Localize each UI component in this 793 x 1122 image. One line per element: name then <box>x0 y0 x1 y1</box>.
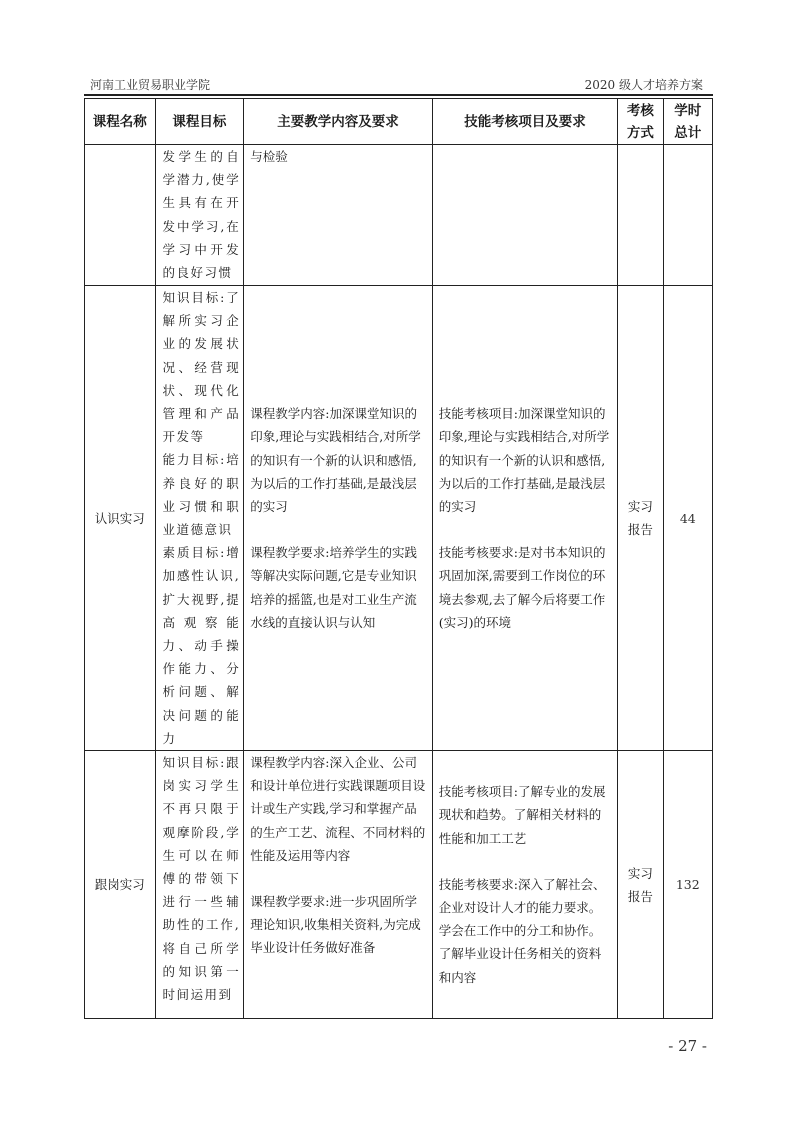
content-paragraph: 课程教学内容:加深课堂知识的印象,理论与实践相结合,对所学的知识有一个新的认识和感悟,为以后的工作打基础,是最浅层的实习 <box>250 406 421 514</box>
assessment-line2: 报告 <box>627 522 653 538</box>
assessment-cell <box>618 751 663 1019</box>
content-paragraph: 课程教学要求:进一步巩固所学理论知识,收集相关资料,为完成毕业设计任务做好准备 <box>250 894 421 956</box>
col-header-course-name: 课程名称 <box>85 99 156 145</box>
table-header-row <box>85 99 713 145</box>
col-header-hours-line2: 总计 <box>674 124 702 141</box>
col-header-course-goal: 课程目标 <box>155 99 244 145</box>
header-institution: 河南工业贸易职业学院 <box>90 78 211 92</box>
col-header-assessment <box>618 99 663 145</box>
course-name-cell: 跟岗实习 <box>85 751 156 1019</box>
header-rule <box>84 94 713 96</box>
goal-ability: 能力目标:培养良好的职业习惯和职业道德意识 <box>162 452 241 538</box>
skill-cell <box>432 751 617 1019</box>
col-header-assessment-line2: 方式 <box>626 124 654 141</box>
assessment-line1: 实习 <box>627 499 653 515</box>
hours-cell: 132 <box>663 751 712 1019</box>
skill-paragraph: 技能考核项目:了解专业的发展现状和趋势。了解相关材料的性能和加工工艺 <box>438 784 606 846</box>
skill-paragraph: 技能考核要求:深入了解社会、企业对设计人才的能力要求。学会在工作中的分工和协作。了解毕业设计任务相关的资料和内容 <box>438 876 606 985</box>
content-cell <box>244 751 433 1019</box>
assessment-line2: 报告 <box>627 888 653 904</box>
table-row <box>85 286 713 751</box>
col-header-content: 主要教学内容及要求 <box>244 99 433 145</box>
goal-quality: 素质目标:增加感性认识,扩大视野,提高观察能力、动手操作能力、分析问题、解决问题的能力 <box>162 545 241 746</box>
assessment-line1: 实习 <box>627 865 653 881</box>
content-paragraph: 与检验 <box>250 149 288 164</box>
assessment-cell <box>618 145 663 286</box>
course-name-cell <box>85 145 156 286</box>
skill-cell <box>432 286 617 751</box>
content-cell <box>244 145 433 286</box>
hours-cell <box>663 145 712 286</box>
assessment-cell <box>618 286 663 751</box>
content-paragraph: 课程教学要求:培养学生的实践等解决实际问题,它是专业知识培养的摇篮,也是对工业生产流水线的直接认识与认知 <box>250 545 417 630</box>
curriculum-table <box>84 98 713 1019</box>
course-goal-cell <box>155 286 244 751</box>
header-document-title: 2020 级人才培养方案 <box>584 78 703 92</box>
course-goal-cell <box>155 751 244 1019</box>
col-header-assessment-line1: 考核 <box>626 102 654 119</box>
goal-knowledge: 知识目标:了解所实习企业的发展状况、经营现状、现代化管理和产品开发等 <box>162 290 241 445</box>
skill-cell <box>432 145 617 286</box>
skill-paragraph: 技能考核项目:加深课堂知识的印象,理论与实践相结合,对所学的知识有一个新的认识和感悟,为以后的工作打基础,是最浅层的实习 <box>438 406 610 514</box>
hours-cell: 44 <box>663 286 712 751</box>
skill-paragraph: 技能考核要求:是对书本知识的巩固加深,需要到工作岗位的环境去参观,去了解今后将要工作(实习)的环境 <box>438 545 606 630</box>
col-header-hours-line1: 学时 <box>674 102 702 119</box>
col-header-skill: 技能考核项目及要求 <box>432 99 617 145</box>
table-row <box>85 751 713 1019</box>
goal-knowledge: 知识目标:跟岗实习学生不再只限于观摩阶段,学生可以在师傅的带领下进行一些辅助性的工作,将自己所学的知识第一时间运用到 <box>162 755 241 1003</box>
content-cell <box>244 286 433 751</box>
course-name-cell: 认识实习 <box>85 286 156 751</box>
col-header-hours <box>663 99 712 145</box>
content-paragraph: 课程教学内容:深入企业、公司和设计单位进行实践课题项目设计或生产实践,学习和掌握产品的生产工艺、流程、不同材料的性能及运用等内容 <box>250 755 426 863</box>
course-goal-cell: 发学生的自学潜力,使学生具有在开发中学习,在学习中开发的良好习惯 <box>155 145 244 286</box>
page-number: - 27 - <box>668 1037 707 1055</box>
table-row <box>85 145 713 286</box>
